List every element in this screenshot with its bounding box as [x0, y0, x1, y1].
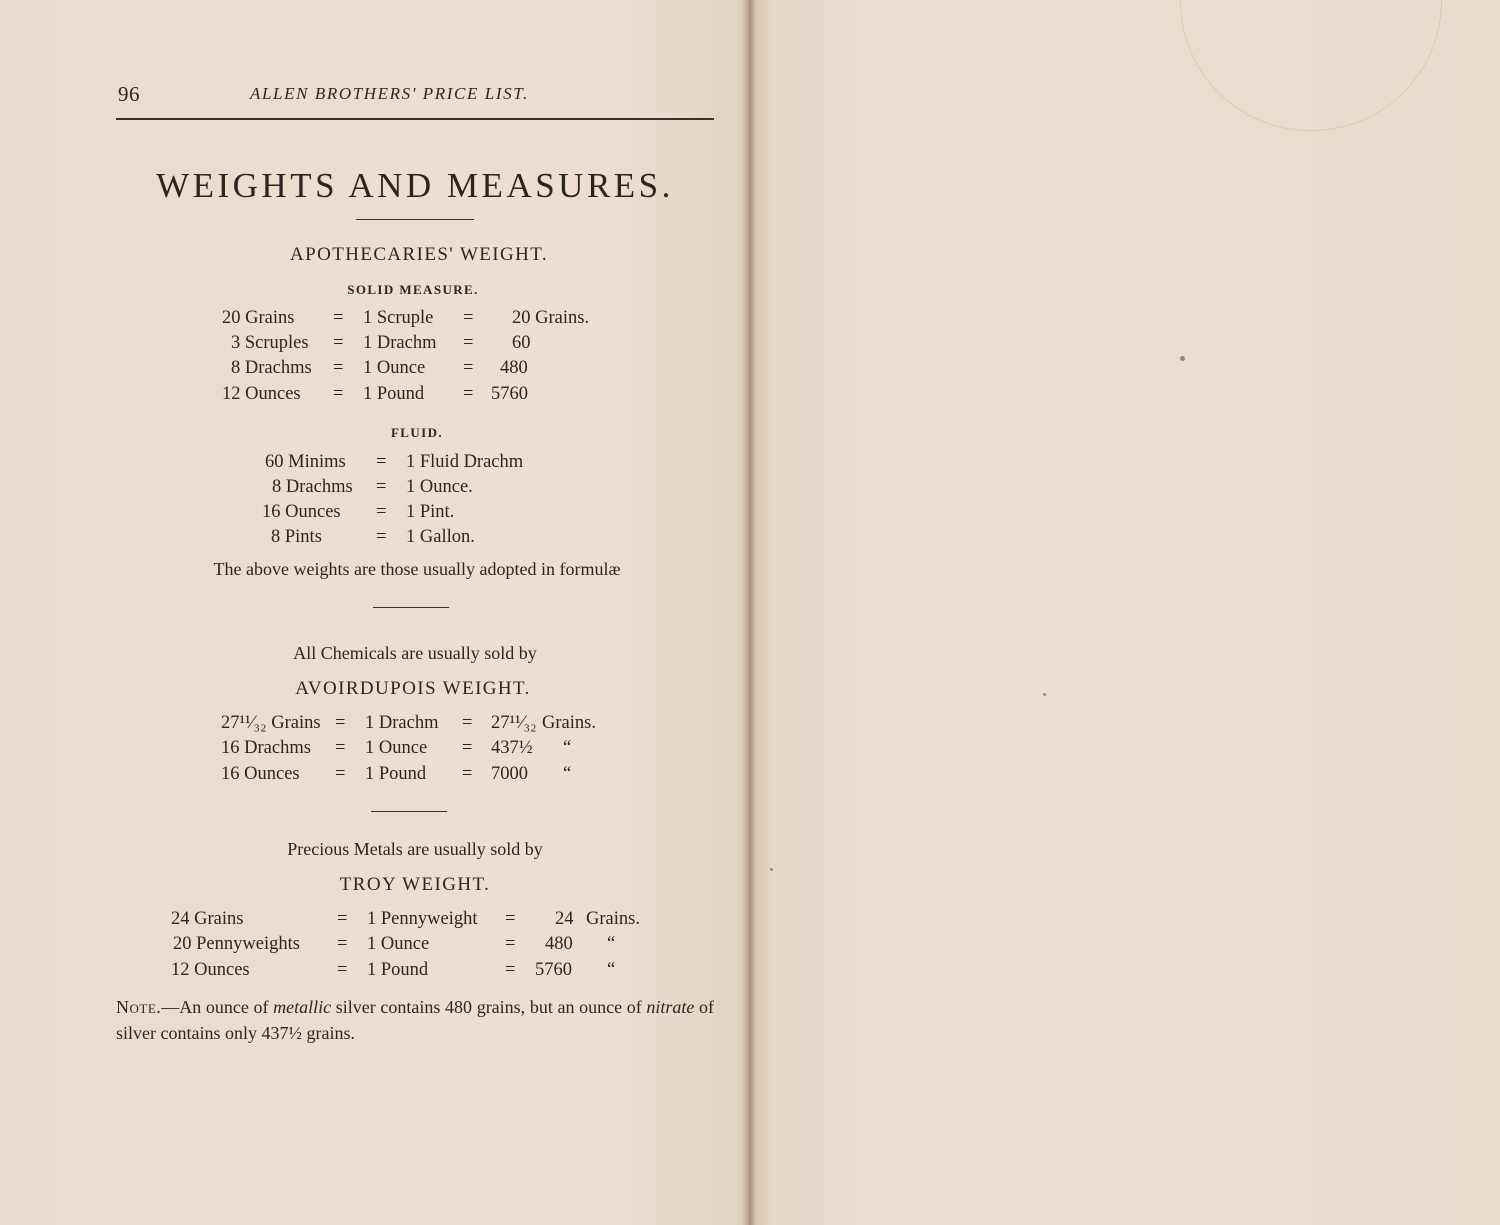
equals-sign: = — [335, 764, 346, 784]
equals-sign: = — [333, 308, 344, 328]
troy-col-4: Grains. — [586, 909, 640, 929]
note-text-1: An ounce of — [179, 997, 274, 1017]
avoirdupois-col-3: 7000 — [491, 764, 528, 784]
solid-col-2: 1 Drachm — [363, 333, 437, 353]
solid-row — [0, 384, 750, 408]
solid-col-2: 1 Ounce — [363, 358, 426, 378]
troy-col-2: 1 Pennyweight — [367, 909, 478, 929]
solid-col-1: 12 Ounces — [222, 384, 301, 404]
equals-sign: = — [335, 738, 346, 758]
solid-col-2: 1 Pound — [363, 384, 425, 404]
fluid-col-1: 60 Minims — [265, 452, 346, 472]
avoirdupois-col-2: 1 Ounce — [365, 738, 428, 758]
troy-col-3: 5760 — [535, 960, 572, 980]
avoirdupois-col-1: 27¹¹⁄₃₂ Grains — [221, 713, 321, 733]
paper-speck — [1180, 356, 1185, 361]
silver-note — [116, 994, 714, 1046]
equals-sign: = — [337, 934, 348, 954]
fluid-col-2: 1 Pint. — [406, 502, 455, 522]
fluid-col-2: 1 Fluid Drachm — [406, 452, 524, 472]
avoirdupois-col-3: 437½ — [491, 738, 533, 758]
formulae-footnote: The above weights are those usually adopted in formulæ — [213, 559, 621, 579]
fluid-col-2: 1 Ounce. — [406, 477, 473, 497]
troy-row — [0, 909, 750, 933]
fluid-row — [0, 502, 750, 526]
equals-sign: = — [505, 960, 516, 980]
fluid-col-2: 1 Gallon. — [406, 527, 475, 547]
avoirdupois-col-2: 1 Pound — [365, 764, 427, 784]
fluid-row — [0, 477, 750, 501]
avoirdupois-row — [0, 764, 750, 788]
solid-col-3: 60 — [512, 333, 531, 353]
right-page-blank — [752, 0, 1500, 1225]
equals-sign: = — [376, 477, 387, 497]
avoirdupois-row — [0, 738, 750, 762]
solid-col-2: 1 Scruple — [363, 308, 434, 328]
avoirdupois-col-2: 1 Drachm — [365, 713, 439, 733]
equals-sign: = — [462, 738, 473, 758]
solid-col-1: 8 Drachms — [231, 358, 312, 378]
avoirdupois-col-1: 16 Drachms — [221, 738, 311, 758]
avoirdupois-row — [0, 713, 750, 737]
fluid-col-1: 16 Ounces — [262, 502, 341, 522]
page-title: WEIGHTS AND MEASURES. — [156, 166, 674, 205]
troy-heading: TROY WEIGHT. — [339, 874, 491, 895]
solid-col-3: 480 — [500, 358, 528, 378]
ditto-mark: “ — [563, 738, 572, 758]
solid-col-3: 20 Grains. — [512, 308, 590, 328]
ditto-mark: “ — [607, 960, 616, 980]
equals-sign: = — [463, 333, 474, 353]
ditto-mark: “ — [563, 764, 572, 784]
troy-col-2: 1 Pound — [367, 960, 429, 980]
equals-sign: = — [333, 384, 344, 404]
apothecaries-heading: APOTHECARIES' WEIGHT. — [290, 244, 548, 265]
fluid-col-1: 8 Pints — [271, 527, 322, 547]
equals-sign: = — [333, 333, 344, 353]
equals-sign: = — [463, 358, 474, 378]
equals-sign: = — [337, 909, 348, 929]
paper-speck — [1043, 693, 1046, 696]
note-nitrate: nitrate — [646, 997, 695, 1017]
troy-col-3: 480 — [545, 934, 573, 954]
equals-sign: = — [333, 358, 344, 378]
solid-col-1: 20 Grains — [222, 308, 295, 328]
avoirdupois-col-1: 16 Ounces — [221, 764, 300, 784]
running-title: ALLEN BROTHERS' PRICE LIST. — [250, 84, 529, 103]
section-rule — [371, 811, 447, 812]
equals-sign: = — [463, 308, 474, 328]
paper-speck — [770, 868, 773, 871]
title-rule — [356, 219, 474, 220]
troy-col-1: 20 Pennyweights — [173, 934, 300, 954]
fluid-row — [0, 452, 750, 476]
troy-intro: Precious Metals are usually sold by — [287, 839, 543, 859]
troy-col-3: 24 — [555, 909, 574, 929]
section-rule — [373, 607, 449, 608]
equals-sign: = — [376, 502, 387, 522]
solid-row — [0, 333, 750, 357]
solid-col-3: 5760 — [491, 384, 528, 404]
fluid-row — [0, 527, 750, 551]
troy-row — [0, 934, 750, 958]
equals-sign: = — [505, 909, 516, 929]
avoirdupois-heading: AVOIRDUPOIS WEIGHT. — [295, 678, 531, 699]
equals-sign: = — [376, 527, 387, 547]
avoirdupois-col-3: 27¹¹⁄₃₂ — [491, 713, 537, 733]
equals-sign: = — [463, 384, 474, 404]
note-text-3: of silver contains only 437½ grains. — [116, 997, 714, 1043]
troy-col-1: 12 Ounces — [171, 960, 250, 980]
solid-measure-heading: SOLID MEASURE. — [347, 282, 479, 297]
troy-col-1: 24 Grains — [171, 909, 244, 929]
fluid-heading: FLUID. — [390, 425, 444, 440]
page-number: 96 — [118, 82, 140, 106]
note-label: Note. — [116, 997, 162, 1017]
equals-sign: = — [462, 713, 473, 733]
equals-sign: = — [505, 934, 516, 954]
equals-sign: = — [337, 960, 348, 980]
solid-col-1: 3 Scruples — [231, 333, 309, 353]
solid-row — [0, 308, 750, 332]
note-text-2: silver contains 480 grains, but an ounce of — [331, 997, 647, 1017]
avoirdupois-col-4: Grains. — [542, 713, 596, 733]
troy-row — [0, 960, 750, 984]
troy-col-2: 1 Ounce — [367, 934, 430, 954]
ditto-mark: “ — [607, 934, 616, 954]
fluid-col-1: 8 Drachms — [272, 477, 353, 497]
equals-sign: = — [335, 713, 346, 733]
note-metallic: metallic — [273, 997, 332, 1017]
equals-sign: = — [462, 764, 473, 784]
equals-sign: = — [376, 452, 387, 472]
page-header — [116, 80, 714, 120]
solid-row — [0, 358, 750, 382]
note-dash: — — [161, 997, 180, 1017]
avoirdupois-intro: All Chemicals are usually sold by — [293, 643, 537, 663]
